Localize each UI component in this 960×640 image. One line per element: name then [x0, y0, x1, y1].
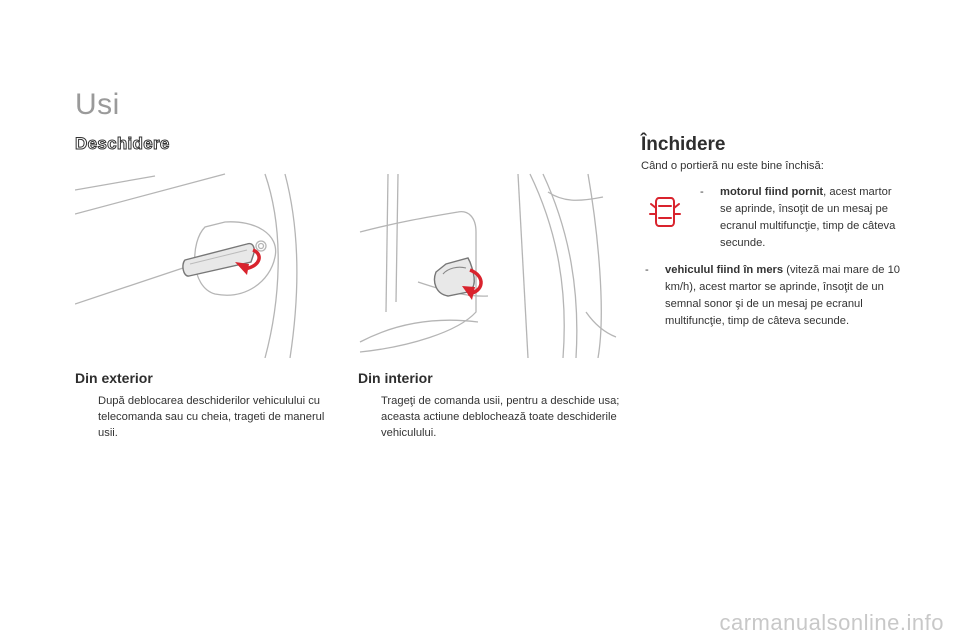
- section-title-inchidere: Închidere: [641, 134, 726, 155]
- item-a-bold: motorul fiind pornit: [720, 186, 824, 198]
- inchidere-intro: Când o portieră nu este bine închisă:: [641, 160, 824, 172]
- dash-marker: -: [645, 264, 649, 276]
- item-b-bold: vehiculul fiind în mers: [665, 264, 784, 276]
- exterior-instruction-text: După deblocarea deschiderilor vehiculului cu telecomanda sau cu cheia, trageti de manerul usii.: [98, 395, 325, 439]
- interior-instruction-text: Trageţi de comanda usii, pentru a deschide usa; aceasta actiune deblochează toate deschiderile vehiculului.: [381, 395, 620, 439]
- item-a-text: , acest martor se aprinde, însoţit de un mesaj pe ecranul multifuncţie, timp de câteva secunde.: [720, 186, 896, 249]
- interior-handle-illustration: [358, 172, 618, 358]
- dash-marker: -: [700, 186, 704, 198]
- subtitle-din-interior: Din interior: [358, 370, 433, 386]
- subtitle-din-exterior: Din exterior: [75, 370, 153, 386]
- item-b-text: (viteză mai mare de 10 km/h), acest martor se aprinde, însoţit de un semnal sonor şi de un mesaj pe ecranul multifuncţie, timp de câteva secunde.: [665, 264, 901, 327]
- door-open-warning-icon: [645, 192, 685, 230]
- exterior-instruction: [75, 393, 345, 441]
- watermark: carmanualsonline.info: [719, 610, 944, 635]
- exterior-handle-illustration: [75, 172, 335, 358]
- warning-item-vehicle-moving: [645, 262, 905, 330]
- interior-instruction: [358, 393, 628, 441]
- section-title-deschidere: Deschidere: [75, 134, 170, 153]
- warning-item-engine-running: [700, 184, 900, 252]
- page-title: Usi: [75, 88, 120, 121]
